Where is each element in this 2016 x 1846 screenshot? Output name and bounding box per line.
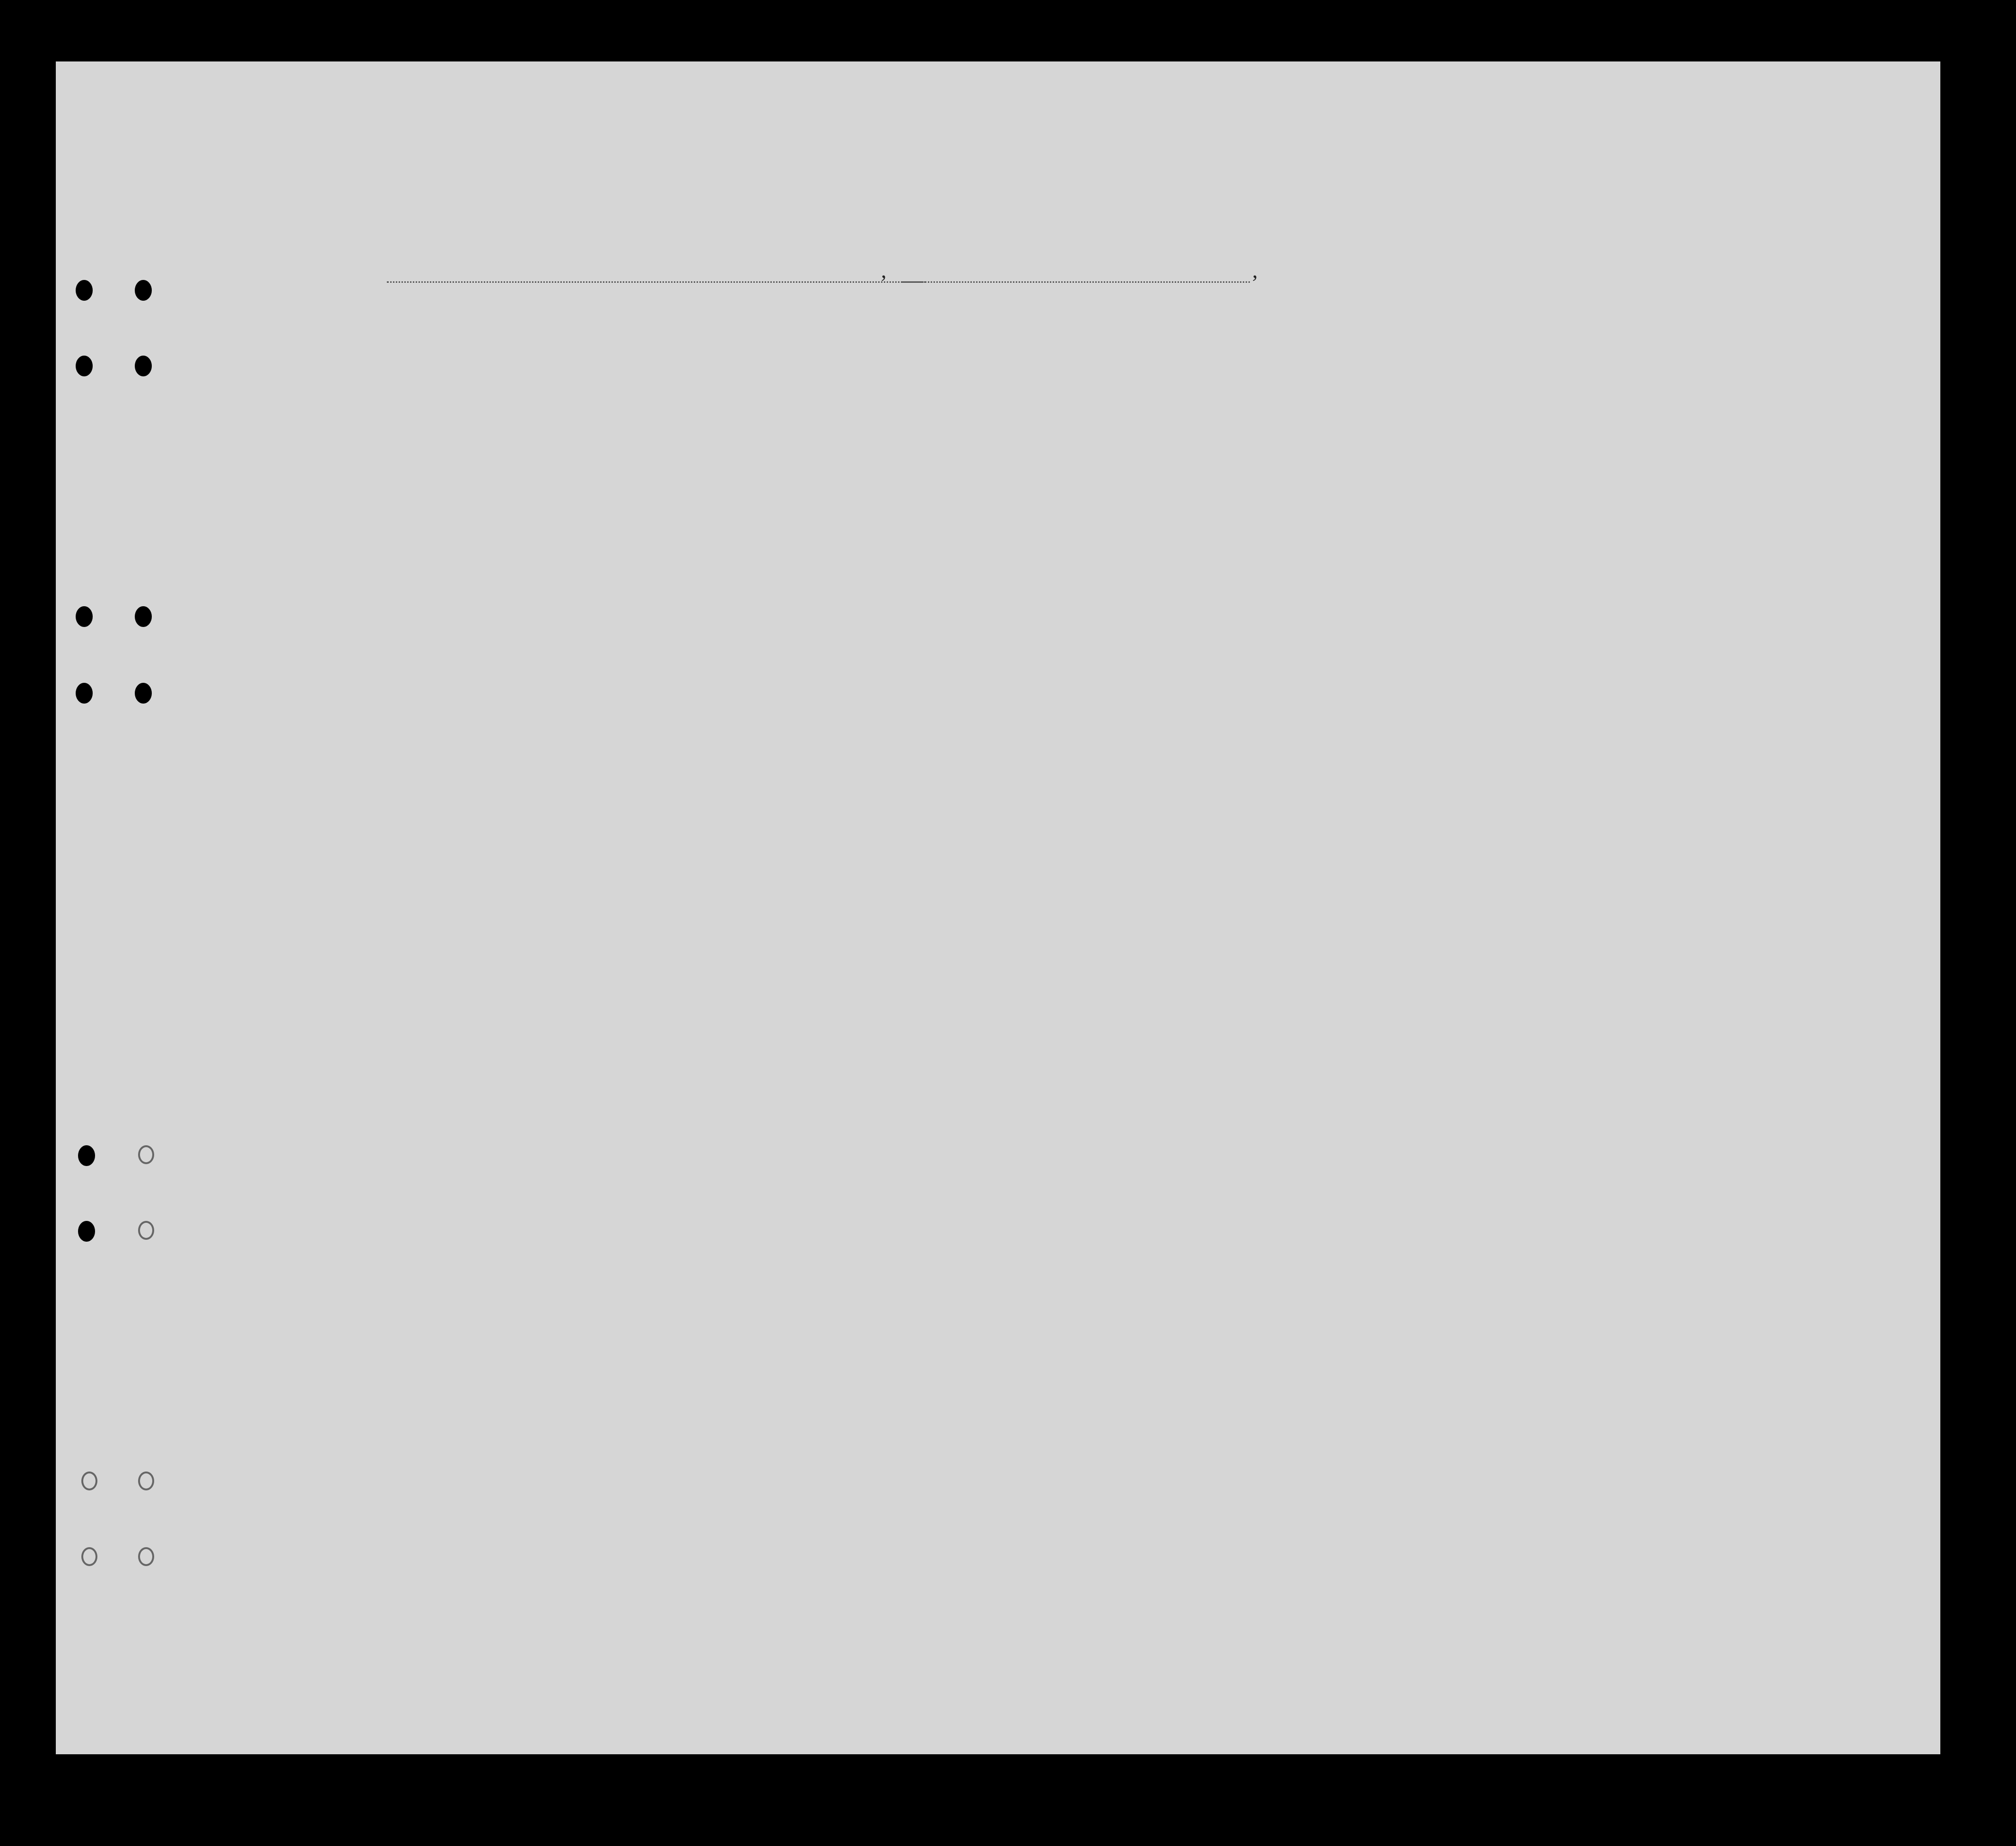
header-purpose-a [1188,369,1217,492]
binder-ring [138,1145,154,1164]
binder-hole [78,1145,95,1166]
header-q31 [1496,350,1512,492]
binder-hole [76,683,93,704]
header-possession-50 [763,348,786,494]
header-purpose-c [1253,369,1282,492]
header-feet [1628,449,1642,496]
header-anarchist [1366,350,1380,492]
binder-ring [81,1547,97,1566]
header-q30 [1475,350,1491,492]
binder-hole [76,606,93,627]
header-q28 [1380,350,1423,492]
binder-hole [135,683,152,704]
binder-hole [135,606,152,627]
header-q29 [1427,350,1470,492]
manifest-table [56,61,1940,1754]
header-prison [1290,350,1323,492]
header-purpose-b [1221,369,1249,492]
binder-ring [138,1472,154,1490]
binder-hole [135,356,152,376]
header-inches [1648,449,1662,496]
binder-hole [76,356,93,376]
manifest-sheet: , , [56,61,1940,1754]
binder-ring [138,1547,154,1566]
header-polygamist [1333,350,1347,492]
binder-hole [76,280,93,301]
binder-hole [78,1221,95,1242]
header-ticket [621,348,645,494]
binder-ring [81,1472,97,1490]
binder-hole [135,280,152,301]
binder-ring [138,1221,154,1240]
